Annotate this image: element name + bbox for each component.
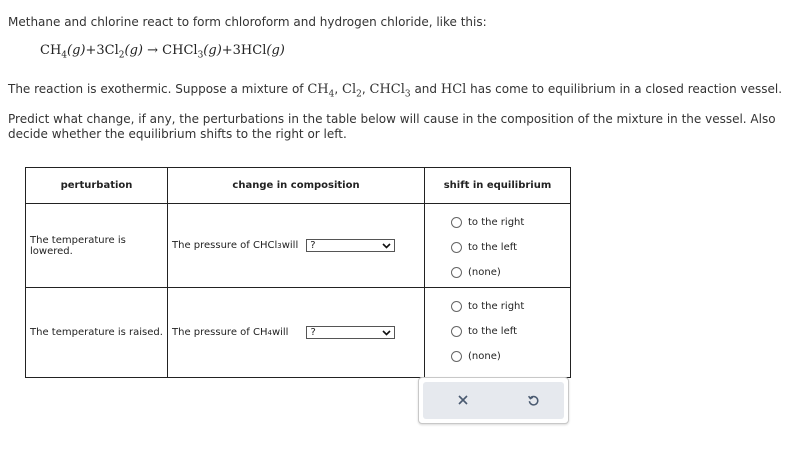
answer-actions (418, 377, 569, 424)
species-chcl3-text: CHCl (369, 82, 405, 97)
table-header-row (26, 168, 571, 204)
radio-circle[interactable] (451, 242, 462, 253)
radio-label: to the left (468, 242, 518, 253)
change-prefix: The pressure of CHCl (172, 240, 278, 251)
radio-circle[interactable] (451, 351, 462, 362)
x-icon[interactable] (457, 394, 469, 406)
and-word: and (410, 82, 441, 96)
eq-ch: CH (40, 43, 62, 58)
intro-text: Methane and chlorine react to form chloroform and hydrogen chloride, like this: (8, 15, 487, 29)
header-perturbation: perturbation (26, 168, 168, 204)
problem-paragraph (8, 82, 783, 142)
radio-circle[interactable] (451, 301, 462, 312)
species-cl2-text: Cl (342, 82, 357, 97)
radio-label: to the left (468, 326, 518, 337)
shift-cell (425, 204, 571, 288)
undo-icon[interactable] (527, 394, 540, 407)
radio-circle[interactable] (451, 217, 462, 228)
species-ch4 (307, 82, 335, 100)
change-sub: 3 (277, 241, 282, 250)
radio-none[interactable] (451, 344, 570, 369)
chevron-down-icon (382, 243, 391, 249)
change-suffix: will (281, 240, 299, 251)
comma-2: , (361, 82, 370, 96)
species-ch4-sub: 4 (328, 89, 335, 100)
eq-chcl: CHCl (162, 43, 198, 58)
perturbation-cell: The temperature is lowered. (26, 204, 168, 288)
paragraph-line-1 (8, 82, 783, 103)
eq-cl-sub: 2 (118, 50, 125, 61)
composition-select[interactable] (306, 326, 395, 339)
radio-to-the-left[interactable] (451, 235, 570, 260)
eq-state-2: (g) (124, 43, 143, 58)
comma-1: , (334, 82, 343, 96)
change-content (172, 326, 420, 339)
select-value: ? (310, 240, 316, 251)
radio-label: to the right (468, 301, 525, 312)
paragraph-line-2: Predict what change, if any, the perturbations in the table below will cause in the composition of the mixture in the vessel. Also decide whether the equilibrium shifts to the right or left. (8, 111, 776, 141)
species-cl2 (342, 82, 362, 100)
chevron-down-icon (382, 330, 391, 336)
species-chcl3-sub: 3 (404, 89, 411, 100)
species-ch4-text: CH (307, 82, 329, 97)
eq-ch-sub: 4 (61, 50, 68, 61)
perturbation-table (25, 167, 571, 378)
change-sub: 4 (267, 328, 272, 337)
radio-label: (none) (468, 267, 501, 278)
composition-select[interactable] (306, 239, 395, 252)
radio-none[interactable] (451, 260, 570, 285)
action-bar (423, 382, 564, 419)
reaction-equation (40, 43, 285, 61)
table-row (26, 204, 571, 288)
radio-to-the-left[interactable] (451, 319, 570, 344)
radio-to-the-right[interactable] (451, 210, 570, 235)
header-change: change in composition (168, 168, 425, 204)
change-cell (168, 204, 425, 288)
p1-end: has come to equilibrium in a closed reaction vessel. (466, 82, 783, 96)
change-suffix: will (271, 327, 289, 338)
eq-chcl-sub: 3 (197, 50, 204, 61)
eq-hcl: +3HCl (221, 43, 267, 58)
change-content (172, 239, 420, 252)
shift-cell (425, 288, 571, 378)
eq-state-3: (g) (203, 43, 222, 58)
radio-circle[interactable] (451, 267, 462, 278)
change-prefix: The pressure of CH (172, 327, 268, 338)
species-chcl3 (369, 82, 411, 100)
radio-circle[interactable] (451, 326, 462, 337)
header-shift: shift in equilibrium (425, 168, 571, 204)
eq-state-4: (g) (266, 43, 285, 58)
eq-state-1: (g) (67, 43, 86, 58)
radio-to-the-right[interactable] (451, 294, 570, 319)
radio-label: to the right (468, 217, 525, 228)
species-hcl: HCl (440, 82, 467, 97)
eq-cl: +3Cl (85, 43, 119, 58)
eq-arrow: → (147, 43, 159, 58)
radio-label: (none) (468, 351, 501, 362)
p1-start: The reaction is exothermic. Suppose a mixture of (8, 82, 308, 96)
table-row (26, 288, 571, 378)
species-cl2-sub: 2 (356, 89, 362, 100)
select-value: ? (310, 327, 316, 338)
change-cell (168, 288, 425, 378)
perturbation-cell: The temperature is raised. (26, 288, 168, 378)
